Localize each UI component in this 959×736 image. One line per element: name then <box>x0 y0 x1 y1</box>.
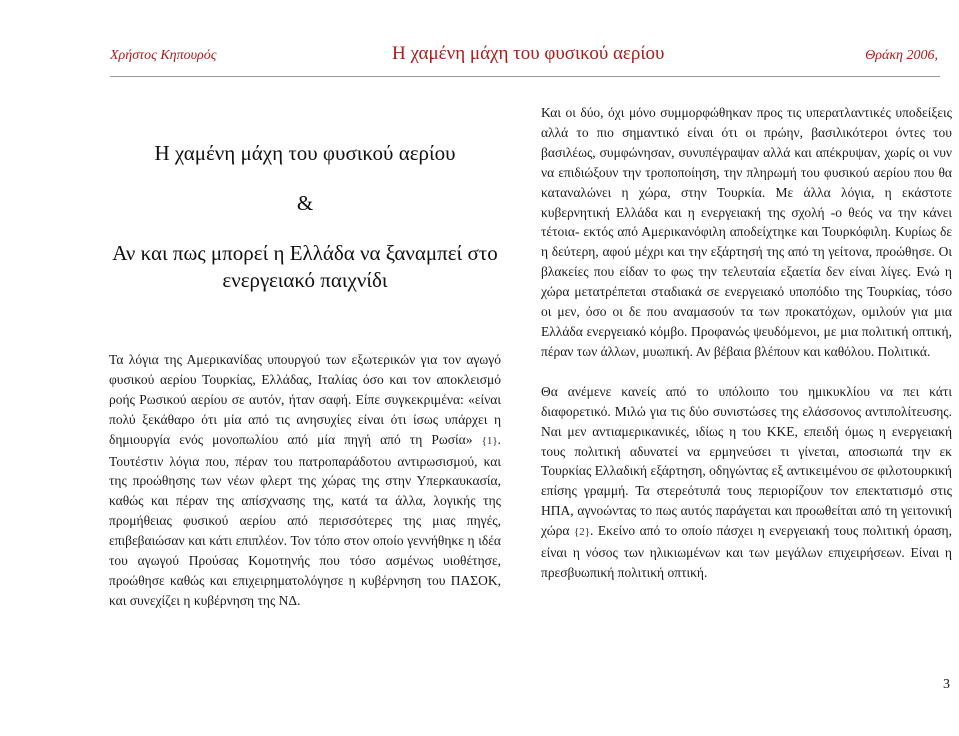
paragraph-intro-text-2: . Τουτέστιν λόγια που, πέραν του πατροπαράδοτου αντιρωσισμού, και της προώθησης των νέων φλερτ της χώρας της στην Υπερκαυκασία, καθώς και πέραν της απίσχνασης της, κατά τα άλλα, λογικής της προμήθειας φυσικού αερίου από περισσότερες της μιας πηγές, επιβεβαιώσαν και κάτι επιπλέον. Τον τόπο στον οποίο γεννήθηκε η ιδέα του αγωγού Προύσας Κομοτηνής που τόσο ασμένως υιοθέτησε, προώθησε καθώς και επιχειρηματολόγησε η κυβέρνηση του ΠΑΣΟΚ, και συνεχίζει η κυβέρνηση της ΝΔ. <box>109 431 502 608</box>
page-number: 3 <box>943 677 950 692</box>
paragraph-intro-text-1: Τα λόγια της Αμερικανίδας υπουργού των εξωτερικών για τον αγωγό φυσικού αερίου Τουρκίας, Ελλάδας, Ιταλίας όσο και τον αποκλεισμό ροής Ρωσικού αερίου σε αυτόν, ήταν σαφή. Είπε συγκεκριμένα: «είναι πολύ ξεκάθαρο ότι μία από τις ανησυχίες είναι ότι ίσως υπάρχει η δημιουργία ενός μονοπωλίου από μία πηγή από τη Ρωσία» <box>109 352 501 447</box>
right-column <box>541 103 952 583</box>
left-column <box>109 140 501 611</box>
document-title: Η χαμένη μάχη του φυσικού αερίου <box>154 141 456 165</box>
document-subtitle: Αν και πως μπορεί η Ελλάδα να ξαναμπεί στο ενεργειακό παιχνίδι <box>112 241 498 292</box>
paragraph-intro <box>109 350 501 611</box>
footnote-ref-2: {2} <box>573 526 590 539</box>
document-title-block <box>109 140 501 294</box>
header-title: Η χαμένη μάχη του φυσικού αερίου <box>392 43 665 64</box>
paragraph-government: Και οι δύο, όχι μόνο συμμορφώθηκαν προς τις υπερατλαντικές υποδείξεις αλλά το πιο σημαντικό είναι ότι οι πρώην, βασιλικότεροι όντες του βασιλέως, συμφώνησαν, συνυπέγραψαν αλλά και απέκρυψαν, χωρίς οι νυν να επιδιώξουν την τροποποίηση, την πληρωμή του φυσικού αερίου που θα καταναλώνει η χώρα, στην Τουρκία. Με άλλα λόγια, η εκάστοτε κυβερνητική Ελλάδα και η ενεργειακή της σχολή -ο θεός να την κάνει τέτοια- εκτός από Αμερικανόφιλη αποδείχτηκε και Τουρκόφιλη. Κυρίως δε η δεύτερη, αφού μέχρι και την εξάρτησή της από τη γείτονα, προώθησε. Οι βλακείες που είδαν το φως την τελευταία εξαετία δεν είναι λίγες. Ενώ η χώρα μετατρέπεται σταδιακά σε ενεργειακό υπoπόδιο της Τουρκίας, τόσο οι μεν, όσο οι δε που αναμασούν τα των προκατόχων, ομιλούν για μια Ελλάδα ενεργειακό κόμβο. Προφανώς ψευδόμενοι, με μια πολιτική οπτική, πέραν των άλλων, μυωπική. Αν βέβαια βλέπουν και καθόλου. Πολιτικά. <box>541 105 952 359</box>
title-ampersand: & <box>296 191 314 215</box>
page-header <box>110 40 938 66</box>
paragraph-opposition-text-1: Θα ανέμενε κανείς από το υπόλοιπο του ημικυκλίου να πει κάτι διαφορετικό. Μιλώ για τις δύο συνιστώσες της ελάσσονος αντιπολίτευσης. Ναι μεν αντιαμερικανικές, ιδίως η του ΚΚΕ, επειδή όμως η ενεργειακή τους πολιτική αδυνατεί να ερμηνεύσει τι γίνεται, αποσιωπά την εκ Τουρκίας Ελλαδική εξάρτηση, οδηγώντας εξ αντικειμένου σε φιλοτουρκική επίσης γραμμή. Τα στερεότυπά τους περιορίζουν τον επεκτατισμό στις ΗΠΑ, αγνοώντας το πως αυτός παράγεται και προωθείται από τη γειτονική χώρα <box>541 383 952 539</box>
paragraph-opposition-text-2: . Εκείνο από το οποίο πάσχει η ενεργειακή τους πολιτική όραση, είναι η νόσος των ηλικιωμένων και των μεγάλων επιχειρήσεων. Είναι η πρεσβυωπική πολιτική οπτική. <box>541 523 952 580</box>
paragraph-opposition <box>541 382 952 583</box>
header-author: Χρήστος Κηπουρός <box>110 48 217 63</box>
header-date: Θράκη 2006, <box>865 48 938 63</box>
footnote-ref-1: {1} <box>481 434 498 447</box>
header-rule <box>110 76 940 77</box>
left-body <box>109 350 501 611</box>
